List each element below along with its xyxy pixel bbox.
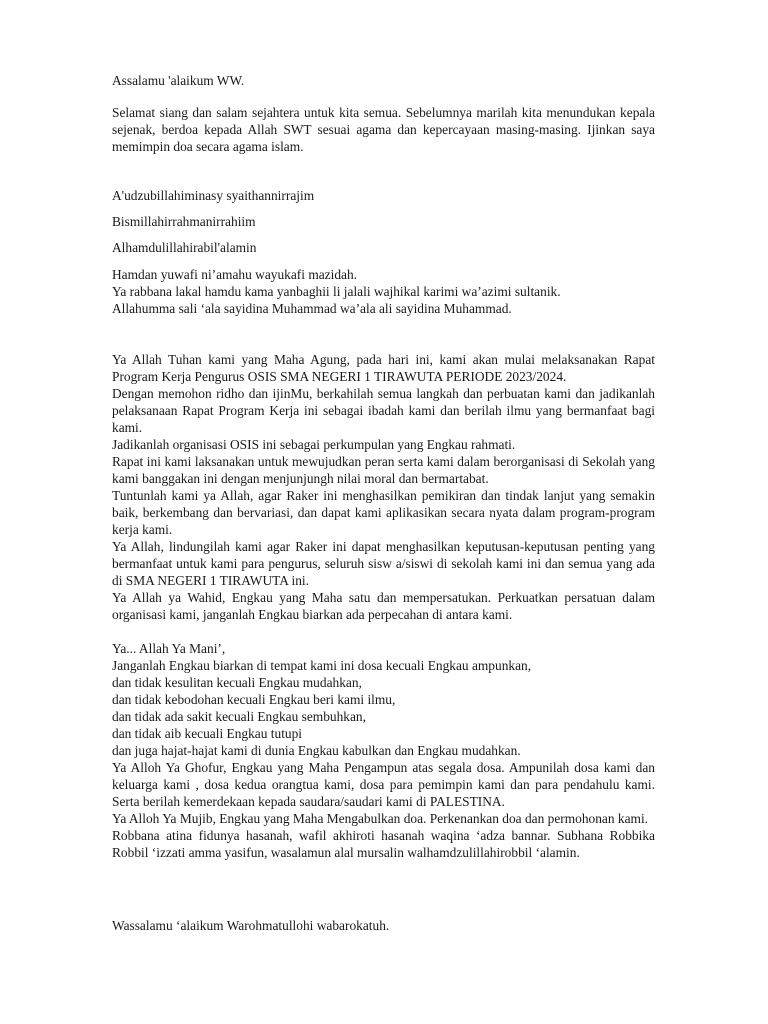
prayer-paragraph: Dengan memohon ridho dan ijinMu, berkahilah semua langkah dan perbuatan kami dan jadikanlah pelaksanaan Rapat Program Kerja ini sebagai ibadah kami dan berilah ilmu yang bermanfaat bagi kami.	[112, 386, 655, 435]
prayer-paragraph: Tuntunlah kami ya Allah, agar Raker ini menghasilkan pemikiran dan tindak lanjut yang semakin baik, berkembang dan bervariasi, dan dapat kami aplikasikan secara nyata dalam program-program kerja kami.	[112, 488, 655, 537]
taawudz-line: A'udzubillahiminasy syaithannirrajim	[112, 188, 315, 203]
opening-line: Allahumma sali ‘ala sayidina Muhammad wa’ala ali sayidina Muhammad.	[112, 301, 512, 316]
supplication-line: Ya... Allah Ya Mani’,	[112, 641, 226, 656]
opening-lines	[112, 266, 655, 317]
hamdalah-line: Alhamdulillahirabil'alamin	[112, 240, 257, 255]
prayer-body	[112, 351, 655, 623]
supplication-lines	[112, 640, 655, 759]
prayer-paragraph: Rapat ini kami laksanakan untuk mewujudkan peran serta kami dalam berorganisasi di Sekolah yang kami banggakan ini dengan menjunjungh nilai moral dan bermartabat.	[112, 454, 655, 486]
intro-paragraph: Selamat siang dan salam sejahtera untuk kita semua. Sebelumnya marilah kita menundukan kepala sejenak, berdoa kepada Allah SWT sesuai agama dan kepercayaan masing-masing. Ijinkan saya memimpin doa secara agama islam.	[112, 105, 655, 154]
closing-paragraph: Robbana atina fidunya hasanah, wafil akhiroti hasanah waqina ‘adza bannar. Subhana Robbika Robbil ‘izzati amma yasifun, wasalamun alal mursalin walhamdzulillahirobbil ‘alamin.	[112, 828, 655, 860]
prayer-paragraph: Ya Allah Tuhan kami yang Maha Agung, pada hari ini, kami akan mulai melaksanakan Rapat Program Kerja Pengurus OSIS SMA NEGERI 1 TIRAWUTA PERIODE 2023/2024.	[112, 352, 655, 384]
supplication-line: dan tidak kebodohan kecuali Engkau beri kami ilmu,	[112, 692, 396, 707]
closing-body	[112, 759, 655, 861]
prayer-paragraph: Ya Allah ya Wahid, Engkau yang Maha satu dan mempersatukan. Perkuatkan persatuan dalam organisasi kami, janganlah Engkau biarkan ada perpecahan di antara kami.	[112, 590, 655, 622]
closing-paragraph: Ya Alloh Ya Mujib, Engkau yang Maha Mengabulkan doa. Perkenankan doa dan permohonan kami.	[112, 811, 649, 826]
opening-line: Hamdan yuwafi ni’amahu wayukafi mazidah.	[112, 267, 358, 282]
prayer-paragraph: Jadikanlah organisasi OSIS ini sebagai perkumpulan yang Engkau rahmati.	[112, 437, 516, 452]
supplication-line: Janganlah Engkau biarkan di tempat kami ini dosa kecuali Engkau ampunkan,	[112, 658, 532, 673]
prayer-paragraph: Ya Allah, lindungilah kami agar Raker ini dapat menghasilkan keputusan-keputusan penting yang bermanfaat untuk kami para pengurus, seluruh sisw a/siswi di sekolah kami ini dan semua yang ada di SMA NEGERI 1 TIRAWUTA ini.	[112, 539, 655, 588]
opening-line: Ya rabbana lakal hamdu kama yanbaghii li jalali wajhikal karimi wa’azimi sultanik.	[112, 284, 561, 299]
farewell: Wassalamu ‘alaikum Warohmatullohi wabarokatuh.	[112, 918, 390, 933]
closing-paragraph: Ya Alloh Ya Ghofur, Engkau yang Maha Pengampun atas segala dosa. Ampunilah dosa kami dan keluarga kami , dosa kedua orangtua kami, dosa para pemimpin kami dan para pendahulu kami. Serta berilah kemerdekaan kepada saudara/saudari kami di PALESTINA.	[112, 760, 655, 809]
supplication-line: dan tidak ada sakit kecuali Engkau sembuhkan,	[112, 709, 366, 724]
supplication-line: dan juga hajat-hajat kami di dunia Engkau kabulkan dan Engkau mudahkan.	[112, 743, 521, 758]
basmalah-line: Bismillahirrahmanirrahiim	[112, 214, 256, 229]
supplication-line: dan tidak kesulitan kecuali Engkau mudahkan,	[112, 675, 362, 690]
greeting: Assalamu 'alaikum WW.	[112, 73, 245, 88]
supplication-line: dan tidak aib kecuali Engkau tutupi	[112, 726, 303, 741]
